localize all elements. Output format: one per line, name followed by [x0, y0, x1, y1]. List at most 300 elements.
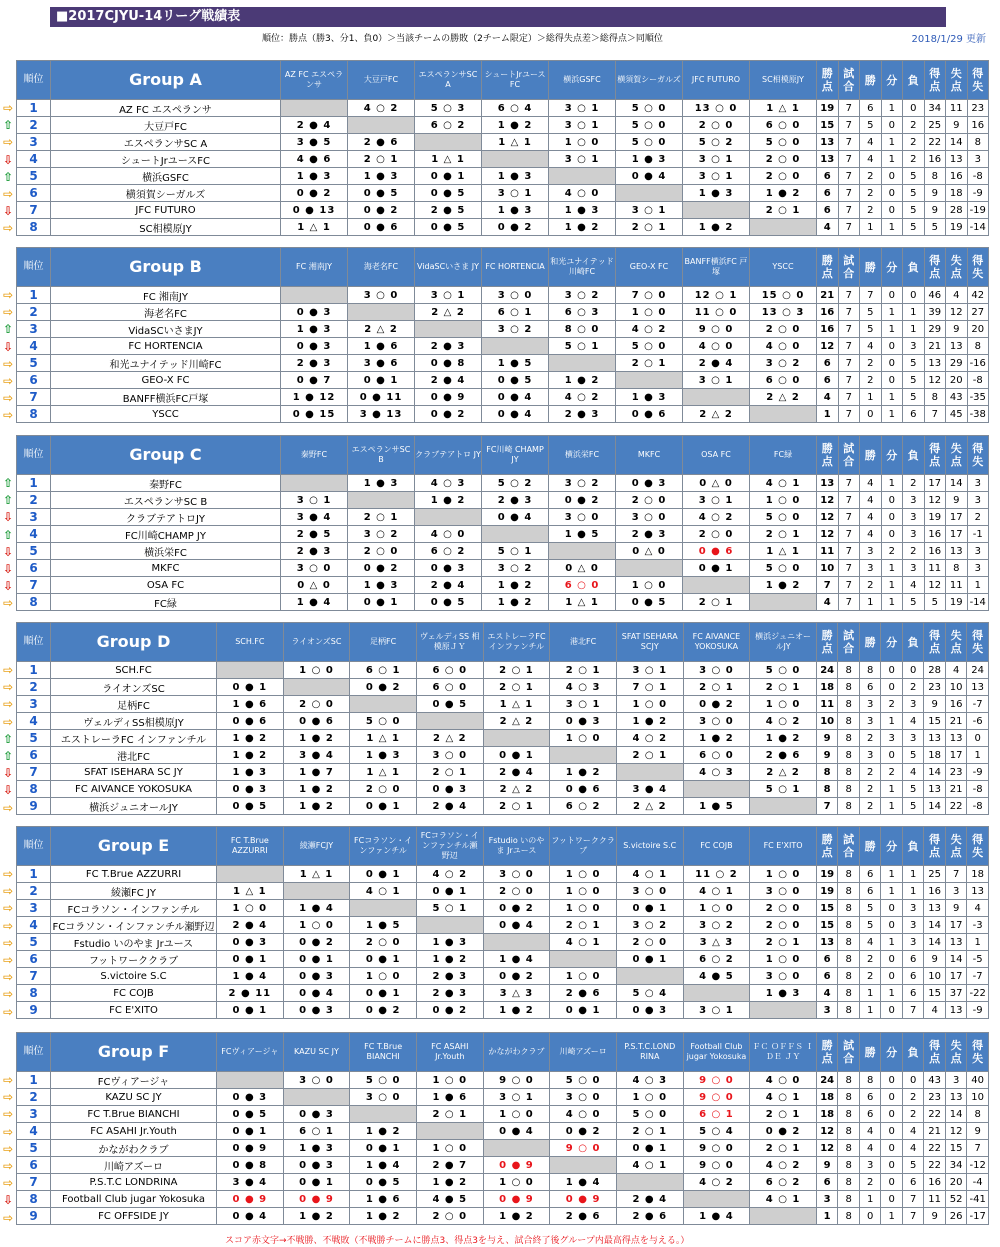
stat-value: 7 — [816, 798, 838, 815]
match-result: 0 ● 5 — [348, 185, 415, 202]
stat-value: 5 — [860, 321, 882, 338]
rank-header: 順位 — [17, 436, 51, 475]
self-match-cell — [283, 883, 350, 900]
group-header-row — [17, 61, 989, 100]
self-match-cell — [217, 866, 284, 883]
match-result: 2 △ 2 — [750, 389, 817, 406]
stat-value: 4 — [859, 1123, 881, 1140]
match-result: 3 ○ 2 — [549, 287, 616, 304]
match-result: 1 ● 4 — [281, 594, 348, 611]
stat-value: 19 — [946, 594, 968, 611]
match-result: 2 ○ 1 — [683, 679, 750, 696]
match-result: 11 ○ 0 — [683, 304, 750, 321]
stat-value: 23 — [945, 764, 967, 781]
match-result: 2 ○ 0 — [283, 696, 350, 713]
opponent-header: FC HORTENCIA — [482, 248, 549, 287]
match-result: 3 ○ 2 — [482, 321, 549, 338]
stat-value: 21 — [945, 713, 967, 730]
stat-value: 2 — [903, 475, 925, 492]
match-result: 0 ● 4 — [482, 509, 549, 526]
self-match-cell — [683, 577, 750, 594]
match-result: 1 ● 2 — [416, 951, 483, 968]
opponent-header: VidaSCいさま JY — [415, 248, 482, 287]
stat-value: 3 — [902, 934, 924, 951]
team-name: FCヴィアージャ — [51, 1072, 217, 1089]
stat-header: 勝点 — [817, 61, 839, 100]
match-result: 3 ● 4 — [616, 781, 683, 798]
team-name: OSA FC — [51, 577, 281, 594]
match-result: 1 ● 2 — [750, 577, 817, 594]
stat-value: 7 — [902, 1002, 924, 1019]
stat-value: 4 — [903, 577, 925, 594]
match-result: 0 △ 0 — [616, 543, 683, 560]
opponent-header: 和光ユナイテッド川崎FC — [549, 248, 616, 287]
match-result: 2 ○ 0 — [750, 321, 817, 338]
trend-up-icon: ⇧ — [2, 493, 14, 508]
team-name: かながわクラブ — [51, 1140, 217, 1157]
stat-value: 21 — [924, 1123, 946, 1140]
opponent-header: KAZU SC JY — [283, 1033, 350, 1072]
stat-value: 0 — [902, 662, 924, 679]
match-result: 1 ● 3 — [482, 202, 549, 219]
stat-value: 5 — [860, 117, 882, 134]
match-result: 0 ● 1 — [350, 798, 417, 815]
match-result: 1 ● 2 — [549, 219, 616, 236]
trend-same-icon: ⇨ — [2, 187, 14, 201]
stat-value: 16 — [817, 321, 839, 338]
match-result: 0 ● 3 — [616, 1002, 683, 1019]
match-result: 0 ● 4 — [217, 1208, 284, 1225]
group-table — [16, 60, 989, 236]
rank-cell: 4 — [17, 713, 51, 730]
opponent-header: 綾瀬FCJY — [283, 827, 350, 866]
stat-value: 3 — [902, 730, 924, 747]
match-result: 1 ○ 0 — [217, 900, 284, 917]
match-result: 3 ● 4 — [283, 747, 350, 764]
stat-value: 1 — [881, 475, 903, 492]
stat-value: 8 — [838, 1089, 860, 1106]
stat-value: 0 — [881, 372, 903, 389]
opponent-header: FC AIVANCE YOKOSUKA — [683, 623, 750, 662]
rank-cell: 3 — [17, 134, 51, 151]
match-result: 1 ○ 0 — [750, 951, 817, 968]
stat-value: 8 — [838, 951, 860, 968]
match-result: 1 ● 3 — [281, 321, 348, 338]
team-row — [17, 798, 989, 815]
stat-value: 46 — [924, 287, 946, 304]
team-name: YSCC — [51, 406, 281, 423]
match-result: 1 ● 2 — [549, 372, 616, 389]
stat-value: 6 — [817, 185, 839, 202]
rank-cell: 3 — [17, 321, 51, 338]
stat-value: 1 — [859, 1191, 881, 1208]
match-result: 1 △ 1 — [281, 219, 348, 236]
match-result: 2 ○ 0 — [683, 526, 750, 543]
stat-value: 11 — [946, 577, 968, 594]
stat-value: 16 — [924, 1174, 946, 1191]
trend-same-icon: ⇨ — [2, 867, 14, 881]
team-row — [17, 475, 989, 492]
stat-value: 9 — [924, 696, 946, 713]
stat-value: 1 — [881, 389, 903, 406]
stat-value: 0 — [967, 730, 989, 747]
match-result: 2 ○ 1 — [750, 202, 817, 219]
stat-value: 1 — [902, 866, 924, 883]
match-result: 9 ○ 0 — [683, 1089, 750, 1106]
rank-cell: 9 — [17, 1208, 51, 1225]
stat-value: 0 — [881, 662, 903, 679]
stat-value: 0 — [881, 338, 903, 355]
match-result: 0 ● 3 — [217, 934, 284, 951]
match-result: 5 ○ 0 — [750, 560, 817, 577]
trend-same-icon: ⇨ — [2, 680, 14, 695]
rank-cell: 6 — [17, 951, 51, 968]
match-result: 0 ● 1 — [217, 1002, 284, 1019]
team-row — [17, 1191, 989, 1208]
trend-same-icon: ⇨ — [2, 935, 14, 950]
stat-value: 20 — [945, 1174, 967, 1191]
match-result: 1 ● 2 — [683, 219, 750, 236]
stat-value: 12 — [817, 526, 839, 543]
stat-value: 5 — [903, 389, 925, 406]
stat-value: 17 — [945, 968, 967, 985]
stat-value: 9 — [946, 321, 968, 338]
team-name: 港北FC — [51, 747, 217, 764]
stat-value: 7 — [838, 560, 860, 577]
match-result: 4 ○ 1 — [350, 883, 417, 900]
match-result: 2 △ 2 — [616, 798, 683, 815]
stat-value: 5 — [924, 219, 946, 236]
match-result: 5 ○ 0 — [616, 134, 683, 151]
stat-value: 2 — [860, 202, 882, 219]
match-result: 0 ● 2 — [683, 696, 750, 713]
match-result: 0 ● 3 — [415, 560, 482, 577]
match-result: 0 ● 3 — [283, 968, 350, 985]
stat-value: 8 — [816, 764, 838, 781]
opponent-header: ＦＣ ＯＦＦＳ ＩＤＥ ＪＹ — [750, 1033, 817, 1072]
match-result: 2 ● 3 — [549, 406, 616, 423]
stat-value: 5 — [903, 219, 925, 236]
stat-value: 1 — [881, 219, 903, 236]
stat-value: 3 — [881, 730, 903, 747]
stat-value: 8 — [967, 1106, 989, 1123]
match-result: 2 ● 7 — [416, 1157, 483, 1174]
stat-value: 0 — [881, 185, 903, 202]
stat-header: 分 — [881, 436, 903, 475]
stat-value: 3 — [967, 475, 989, 492]
stat-value: 12 — [924, 372, 946, 389]
opponent-header: Fstudio いのや ま Jrユース — [483, 827, 550, 866]
team-name: ヴェルディSS相模原JY — [51, 713, 217, 730]
self-match-cell — [550, 747, 617, 764]
stat-value: 7 — [838, 321, 860, 338]
stat-value: 1 — [967, 747, 989, 764]
match-result: 0 ● 3 — [217, 1089, 284, 1106]
team-row — [17, 696, 989, 713]
stat-value: 7 — [838, 304, 860, 321]
stat-value: 19 — [816, 883, 838, 900]
stat-value: 1 — [859, 985, 881, 1002]
stat-value: 1 — [881, 985, 903, 1002]
match-result: 1 ● 5 — [549, 526, 616, 543]
match-result: 0 ● 1 — [350, 866, 417, 883]
match-result: 2 ○ 0 — [750, 900, 817, 917]
stat-value: 0 — [881, 1191, 903, 1208]
stat-value: 2 — [903, 134, 925, 151]
stat-value: 7 — [817, 577, 839, 594]
team-name: 川崎アズーロ — [51, 1157, 217, 1174]
trend-same-icon: ⇨ — [2, 1004, 14, 1019]
match-result: 0 ● 1 — [350, 1140, 417, 1157]
match-result: 0 ● 4 — [483, 917, 550, 934]
team-name: FC T.Brue BIANCHI — [51, 1106, 217, 1123]
stat-value: 7 — [838, 594, 860, 611]
stat-value: 0 — [881, 1072, 903, 1089]
stat-value: 0 — [881, 168, 903, 185]
trend-same-icon: ⇨ — [2, 697, 14, 712]
stat-value: 2 — [902, 1106, 924, 1123]
stat-value: 8 — [838, 1174, 860, 1191]
match-result: 3 ○ 1 — [683, 168, 750, 185]
trend-same-icon: ⇨ — [2, 391, 14, 406]
self-match-cell — [750, 406, 817, 423]
rank-cell: 2 — [17, 117, 51, 134]
team-row — [17, 560, 989, 577]
stat-value: 5 — [902, 747, 924, 764]
stat-header: 勝点 — [816, 1033, 838, 1072]
match-result: 2 ● 6 — [348, 134, 415, 151]
team-row — [17, 883, 989, 900]
match-result: 0 ● 5 — [482, 372, 549, 389]
match-result: 4 ○ 1 — [550, 934, 617, 951]
stat-value: 7 — [838, 543, 860, 560]
match-result: 0 ● 5 — [416, 696, 483, 713]
rank-cell: 8 — [17, 219, 51, 236]
opponent-header: FC川崎 CHAMP JY — [482, 436, 549, 475]
stat-value: 13 — [967, 883, 989, 900]
match-result: 0 △ 0 — [683, 475, 750, 492]
trend-same-icon: ⇨ — [2, 288, 14, 302]
stat-header: 負 — [903, 248, 925, 287]
match-result: 3 ○ 0 — [350, 1089, 417, 1106]
rank-header: 順位 — [17, 623, 51, 662]
stat-header: 勝点 — [816, 827, 838, 866]
match-result: 3 △ 3 — [683, 934, 750, 951]
match-result: 2 ● 6 — [750, 747, 817, 764]
match-result: 6 ○ 0 — [416, 679, 483, 696]
stat-header: 失点 — [945, 827, 967, 866]
match-result: 0 ● 2 — [281, 185, 348, 202]
match-result: 2 ○ 1 — [616, 747, 683, 764]
match-result: 3 ○ 2 — [616, 917, 683, 934]
stat-value: 13 — [945, 1002, 967, 1019]
stat-value: 13 — [924, 781, 946, 798]
match-result: 2 ○ 1 — [416, 1106, 483, 1123]
stat-value: 27 — [967, 304, 989, 321]
stat-header: 試合 — [838, 623, 860, 662]
match-result: 0 ● 2 — [348, 202, 415, 219]
self-match-cell — [750, 1002, 817, 1019]
match-result: 4 ○ 2 — [616, 321, 683, 338]
self-match-cell — [549, 543, 616, 560]
opponent-header: FC緑 — [750, 436, 817, 475]
match-result: 1 ● 6 — [350, 1191, 417, 1208]
stat-value: 12 — [924, 577, 946, 594]
match-result: 1 ● 3 — [482, 168, 549, 185]
team-name: 横浜ジュニオールJY — [51, 798, 217, 815]
match-result: 0 ● 1 — [616, 1140, 683, 1157]
rank-cell: 6 — [17, 1157, 51, 1174]
rank-cell: 1 — [17, 475, 51, 492]
match-result: 3 ○ 2 — [683, 917, 750, 934]
match-result: 4 ○ 1 — [750, 1089, 817, 1106]
stat-value: 6 — [816, 968, 838, 985]
stat-value: 8 — [838, 985, 860, 1002]
match-result: 6 ○ 0 — [416, 662, 483, 679]
trend-down-icon: ⇩ — [2, 579, 14, 594]
stat-value: -35 — [967, 389, 989, 406]
stat-value: 17 — [924, 475, 946, 492]
stat-value: 14 — [945, 951, 967, 968]
team-name: エスペランサSC A — [51, 134, 281, 151]
stat-value: 2 — [860, 577, 882, 594]
trend-same-icon: ⇨ — [2, 1090, 14, 1105]
trend-same-icon: ⇨ — [2, 987, 14, 1002]
stat-value: 15 — [924, 713, 946, 730]
match-result: 3 ○ 1 — [616, 662, 683, 679]
match-result: 1 ● 6 — [416, 1089, 483, 1106]
stat-header: 分 — [881, 623, 903, 662]
stat-header: 負 — [903, 61, 925, 100]
match-result: 2 ○ 0 — [750, 917, 817, 934]
match-result: 6 ○ 0 — [549, 577, 616, 594]
stat-value: 43 — [946, 389, 968, 406]
match-result: 4 ○ 1 — [616, 1157, 683, 1174]
match-result: 5 ○ 4 — [683, 1123, 750, 1140]
match-result: 1 ● 7 — [283, 764, 350, 781]
trend-down-icon: ⇩ — [2, 783, 14, 798]
stat-value: 8 — [838, 1002, 860, 1019]
stat-value: 9 — [816, 730, 838, 747]
stat-value: 22 — [924, 134, 946, 151]
match-result: 0 ● 1 — [350, 951, 417, 968]
stat-value: 20 — [967, 321, 989, 338]
stat-header: 得失 — [967, 248, 989, 287]
trend-up-icon: ⇧ — [2, 169, 14, 184]
match-result: 5 ○ 0 — [750, 662, 817, 679]
stat-value: 14 — [924, 934, 946, 951]
self-match-cell — [416, 917, 483, 934]
match-result: 5 ○ 3 — [415, 100, 482, 117]
match-result: 2 ○ 1 — [416, 764, 483, 781]
match-result: 3 ○ 0 — [549, 509, 616, 526]
match-result: 0 ● 2 — [750, 1123, 817, 1140]
stat-value: 23 — [924, 1089, 946, 1106]
stat-value: 8 — [838, 696, 860, 713]
team-row — [17, 526, 989, 543]
stat-value: 3 — [902, 696, 924, 713]
self-match-cell — [283, 679, 350, 696]
opponent-header: 横浜GSFC — [549, 61, 616, 100]
stat-value: 1 — [967, 577, 989, 594]
trend-same-icon: ⇨ — [2, 1176, 14, 1191]
self-match-cell — [483, 730, 550, 747]
trend-up-icon: ⇧ — [2, 118, 14, 133]
stat-header: 勝 — [859, 623, 881, 662]
match-result: 0 ● 5 — [350, 1174, 417, 1191]
stat-value: 13 — [817, 475, 839, 492]
match-result: 1 ● 4 — [350, 1157, 417, 1174]
match-result: 6 ○ 2 — [683, 951, 750, 968]
stat-value: 13 — [924, 730, 946, 747]
stat-value: 4 — [817, 389, 839, 406]
stat-header: 勝点 — [817, 436, 839, 475]
stat-value: 2 — [903, 117, 925, 134]
match-result: 0 ● 1 — [415, 168, 482, 185]
match-result: 2 ○ 1 — [616, 355, 683, 372]
stat-value: 3 — [859, 1157, 881, 1174]
match-result: 3 ● 5 — [281, 134, 348, 151]
stat-value: 28 — [924, 662, 946, 679]
match-result: 1 ○ 0 — [550, 968, 617, 985]
stat-value: 10 — [817, 560, 839, 577]
stat-value: 6 — [817, 202, 839, 219]
stat-value: 8 — [859, 1072, 881, 1089]
stat-value: 8 — [967, 338, 989, 355]
opponent-header: OSA FC — [683, 436, 750, 475]
stat-value: 7 — [838, 526, 860, 543]
stat-value: 15 — [817, 117, 839, 134]
match-result: 1 ● 2 — [616, 713, 683, 730]
stat-value: 3 — [902, 917, 924, 934]
match-result: 6 ○ 4 — [482, 100, 549, 117]
stat-value: 2 — [860, 372, 882, 389]
match-result: 2 ○ 1 — [550, 917, 617, 934]
stat-value: -8 — [967, 781, 989, 798]
opponent-header: 横浜栄FC — [549, 436, 616, 475]
stat-value: 9 — [924, 185, 946, 202]
stat-value: 0 — [881, 1123, 903, 1140]
stat-value: 8 — [838, 883, 860, 900]
stat-value: 8 — [859, 662, 881, 679]
stat-header: 負 — [902, 827, 924, 866]
stat-value: 0 — [881, 1140, 903, 1157]
match-result: 2 △ 2 — [416, 730, 483, 747]
stat-value: 12 — [817, 509, 839, 526]
match-result: 1 ● 2 — [750, 730, 817, 747]
stat-value: 4 — [859, 934, 881, 951]
match-result: 2 ● 3 — [416, 985, 483, 1002]
match-result: 15 ○ 0 — [750, 287, 817, 304]
match-result: 2 ● 3 — [482, 492, 549, 509]
stat-value: 8 — [838, 1191, 860, 1208]
match-result: 2 ● 6 — [616, 1208, 683, 1225]
stat-value: 42 — [967, 287, 989, 304]
stat-value: 12 — [817, 492, 839, 509]
stat-value: 13 — [816, 934, 838, 951]
stat-value: -8 — [967, 798, 989, 815]
team-name: FC ASAHI Jr.Youth — [51, 1123, 217, 1140]
match-result: 1 ● 2 — [350, 1208, 417, 1225]
stat-value: 8 — [838, 713, 860, 730]
match-result: 6 ○ 1 — [683, 1106, 750, 1123]
opponent-header: JFC FUTURO — [683, 61, 750, 100]
match-result: 1 ● 2 — [283, 1208, 350, 1225]
stat-value: 7 — [902, 1208, 924, 1225]
match-result: 0 ● 2 — [283, 934, 350, 951]
stat-value: 4 — [816, 985, 838, 1002]
stat-value: 3 — [903, 338, 925, 355]
